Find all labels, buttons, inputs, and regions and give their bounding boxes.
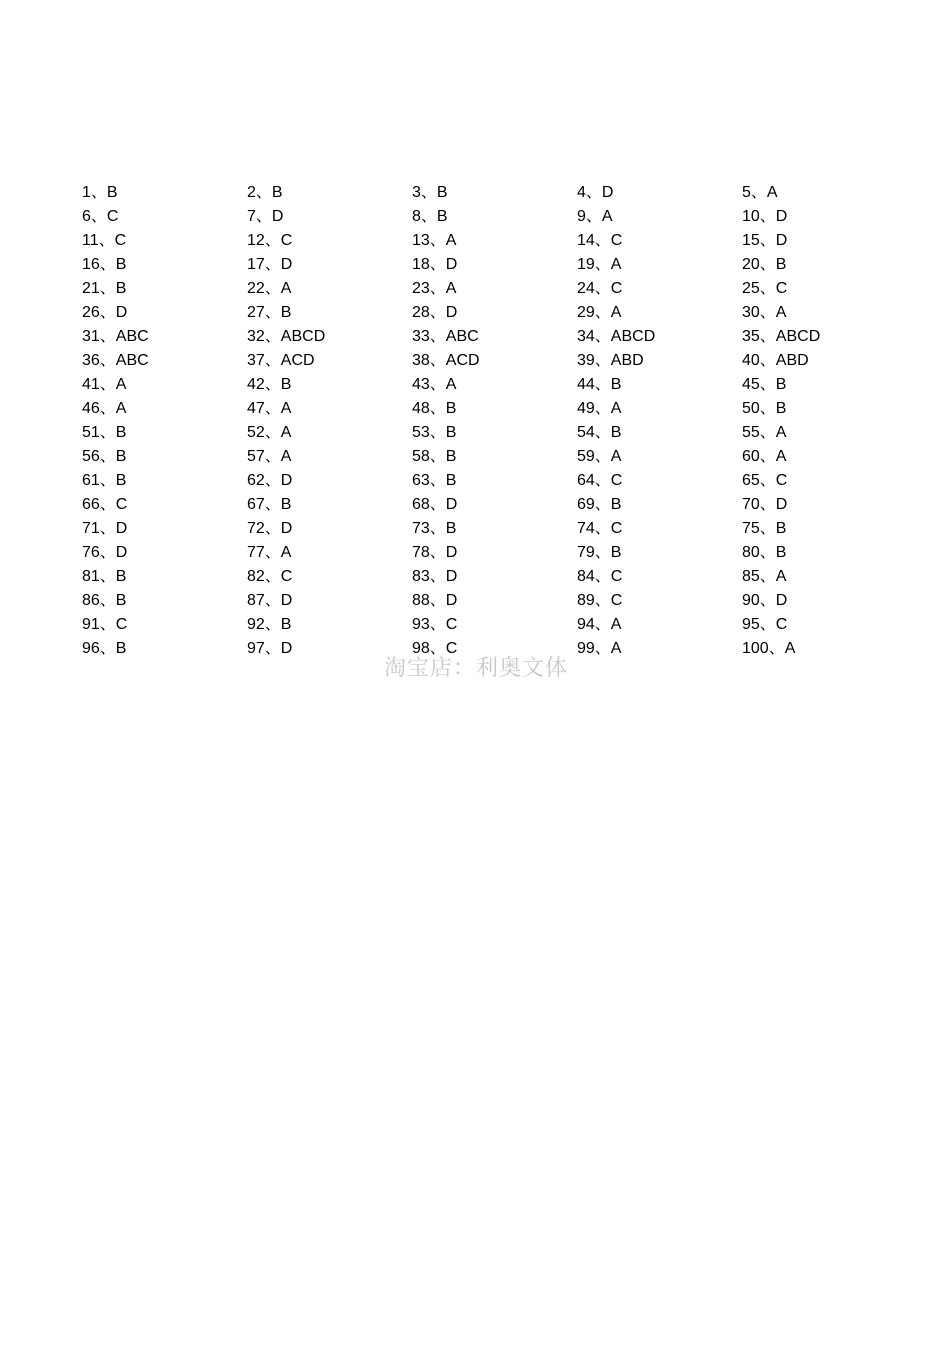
answer-item: 65、C <box>742 472 788 489</box>
answer-item: 2、B <box>247 184 283 201</box>
answer-item: 47、A <box>247 400 292 417</box>
answer-item: 6、C <box>82 208 119 225</box>
answer-item: 54、B <box>577 424 622 441</box>
answer-item: 88、D <box>412 592 458 609</box>
answer-item: 7、D <box>247 208 284 225</box>
answer-item: 75、B <box>742 520 787 537</box>
answer-item: 84、C <box>577 568 623 585</box>
answer-item: 73、B <box>412 520 457 537</box>
answer-item: 48、B <box>412 400 457 417</box>
answer-item: 82、C <box>247 568 293 585</box>
answer-item: 43、A <box>412 376 457 393</box>
answer-item: 21、B <box>82 280 127 297</box>
answer-item: 83、D <box>412 568 458 585</box>
answer-item: 69、B <box>577 496 622 513</box>
answer-item: 34、ABCD <box>577 328 656 345</box>
answer-item: 78、D <box>412 544 458 561</box>
answer-item: 20、B <box>742 256 787 273</box>
answer-item: 26、D <box>82 304 128 321</box>
answer-item: 55、A <box>742 424 787 441</box>
answer-item: 25、C <box>742 280 788 297</box>
answer-key-grid <box>82 181 882 661</box>
answer-item: 72、D <box>247 520 293 537</box>
answer-item: 11、C <box>82 232 127 249</box>
answer-item: 3、B <box>412 184 448 201</box>
answer-item: 23、A <box>412 280 457 297</box>
answer-item: 66、C <box>82 496 128 513</box>
answer-item: 76、D <box>82 544 128 561</box>
answer-item: 24、C <box>577 280 623 297</box>
answer-item: 99、A <box>577 640 622 657</box>
answer-item: 70、D <box>742 496 788 513</box>
answer-item: 8、B <box>412 208 448 225</box>
answer-item: 98、C <box>412 640 458 657</box>
answer-item: 42、B <box>247 376 292 393</box>
answer-item: 13、A <box>412 232 457 249</box>
answer-item: 81、B <box>82 568 127 585</box>
answer-item: 44、B <box>577 376 622 393</box>
answer-item: 86、B <box>82 592 127 609</box>
answer-item: 52、A <box>247 424 292 441</box>
answer-item: 5、A <box>742 184 778 201</box>
answer-item: 67、B <box>247 496 292 513</box>
answer-item: 27、B <box>247 304 292 321</box>
answer-item: 19、A <box>577 256 622 273</box>
answer-item: 15、D <box>742 232 788 249</box>
answer-item: 4、D <box>577 184 614 201</box>
watermark: 淘宝店：利奥文体 <box>384 656 569 681</box>
answer-item: 100、A <box>742 640 796 657</box>
answer-item: 89、C <box>577 592 623 609</box>
answer-item: 71、D <box>82 520 128 537</box>
answer-item: 97、D <box>247 640 293 657</box>
answer-item: 50、B <box>742 400 787 417</box>
answer-item: 49、A <box>577 400 622 417</box>
answer-item: 63、B <box>412 472 457 489</box>
answer-item: 64、C <box>577 472 623 489</box>
answer-item: 96、B <box>82 640 127 657</box>
answer-item: 18、D <box>412 256 458 273</box>
answer-item: 95、C <box>742 616 788 633</box>
answer-item: 51、B <box>82 424 127 441</box>
answer-item: 80、B <box>742 544 787 561</box>
answer-item: 9、A <box>577 208 613 225</box>
answer-item: 68、D <box>412 496 458 513</box>
answer-item: 46、A <box>82 400 127 417</box>
answer-item: 85、A <box>742 568 787 585</box>
answer-item: 87、D <box>247 592 293 609</box>
answer-item: 59、A <box>577 448 622 465</box>
answer-item: 1、B <box>82 184 118 201</box>
answer-item: 92、B <box>247 616 292 633</box>
answer-item: 60、A <box>742 448 787 465</box>
answer-item: 22、A <box>247 280 292 297</box>
answer-item: 56、B <box>82 448 127 465</box>
answer-item: 12、C <box>247 232 293 249</box>
answer-item: 58、B <box>412 448 457 465</box>
answer-item: 93、C <box>412 616 458 633</box>
answer-item: 79、B <box>577 544 622 561</box>
answer-item: 29、A <box>577 304 622 321</box>
answer-item: 45、B <box>742 376 787 393</box>
answer-item: 33、ABC <box>412 328 479 345</box>
answer-item: 57、A <box>247 448 292 465</box>
answer-item: 30、A <box>742 304 787 321</box>
answer-item: 94、A <box>577 616 622 633</box>
answer-item: 53、B <box>412 424 457 441</box>
answer-item: 41、A <box>82 376 127 393</box>
answer-item: 74、C <box>577 520 623 537</box>
answer-item: 36、ABC <box>82 352 149 369</box>
answer-item: 77、A <box>247 544 292 561</box>
answer-item: 37、ACD <box>247 352 315 369</box>
answer-item: 17、D <box>247 256 293 273</box>
answer-item: 90、D <box>742 592 788 609</box>
answer-item: 62、D <box>247 472 293 489</box>
answer-item: 16、B <box>82 256 127 273</box>
answer-item: 38、ACD <box>412 352 480 369</box>
answer-item: 14、C <box>577 232 623 249</box>
answer-item: 31、ABC <box>82 328 149 345</box>
answer-item: 35、ABCD <box>742 328 821 345</box>
answer-item: 91、C <box>82 616 128 633</box>
answer-item: 28、D <box>412 304 458 321</box>
answer-item: 61、B <box>82 472 127 489</box>
answer-item: 32、ABCD <box>247 328 326 345</box>
answer-item: 10、D <box>742 208 788 225</box>
answer-item: 40、ABD <box>742 352 809 369</box>
answer-item: 39、ABD <box>577 352 644 369</box>
